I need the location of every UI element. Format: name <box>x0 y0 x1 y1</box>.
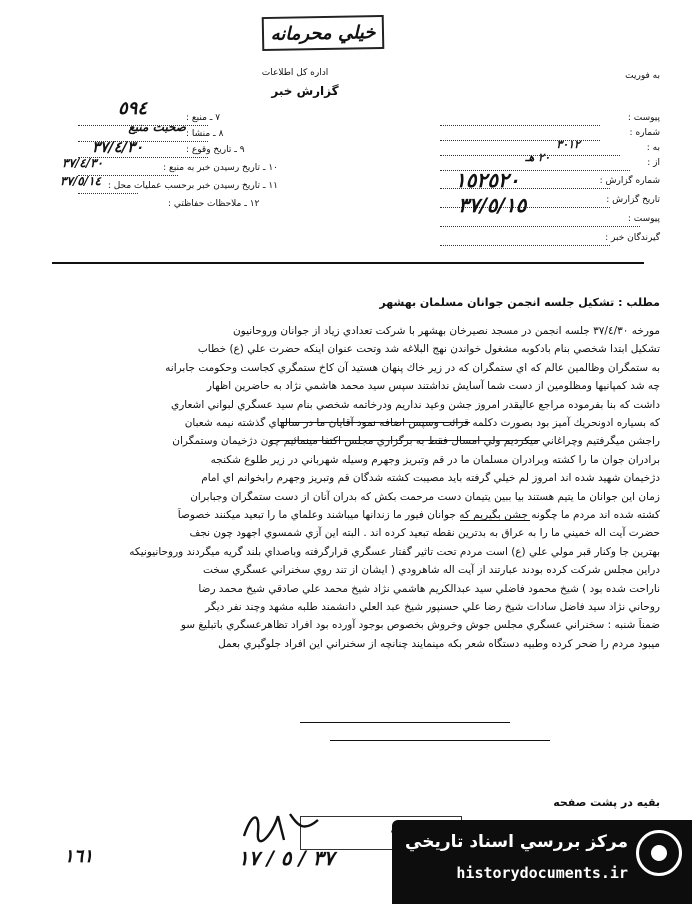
body-line: چه شد كمپانيها ومظلومين از دست شما آسايش نداشتند سپس سيد محمد هاشمي نژاد به حاضرين اظهار <box>206 380 660 393</box>
watermark-title: مركز بررسي اسناد تاريخي <box>405 832 628 852</box>
form-left-label: ١٢ ـ ملاحظات حفاظتي : <box>168 199 260 209</box>
form-right-label: شماره گزارش : <box>599 176 660 186</box>
body-line: راجشن ميگرفتيم وچراغاني ميكرديم ولي امسال فقط به برگزاري مجلس اكتفا مينمائيم چون دژخيمان وستمگران <box>172 435 660 448</box>
body-line: دژخيمان شهيد شده اند امروز لم خيلي گرفته بايد مصيبت كشته شدگان قم وتبريز وجهرم رابخوانم اي امام <box>201 472 660 485</box>
body-line: داشت كه بنا بفرموده مراجع عاليقدر امروز جشن وعيد نداريم ودرخاتمه شخصي بنام سيد عسگري لبواني اشعاري <box>170 398 660 411</box>
form-left-label: ١١ ـ تاريخ رسيدن خبر برحسب عمليات محل : <box>107 181 278 191</box>
form-right-label: شماره : <box>629 128 660 138</box>
body-line: بهترين جا وكنار قبر مولي علي (ع) است مردم تحت تاثير گفتار عسگري قرارگرفته وباصداي بلند گريه ميگردند وروحانيونيكه <box>129 545 660 558</box>
form-left-label: ٨ ـ منشا : <box>186 129 224 139</box>
form-right-label: پيوست : <box>627 214 660 224</box>
form-right-label: تاريخ گزارش : <box>606 195 660 205</box>
form-left-value: ٣٧/٤/٣٠ <box>92 138 144 156</box>
archive-emblem-icon <box>636 830 682 876</box>
form-right-value: ٢٠ هـ <box>525 151 550 164</box>
body-line: برادران جوان ما را كشته وبرادران مسلمان ما در قم وتبريز وجهرم وسيله شهرباني در زير طلوع شكنجه <box>210 453 660 466</box>
body-line: ضمناً شنبه : سخنراني عسگري مجلس جوش وخروش بخصوص بوجود آورده بود افراد تظاهرعسگري باتبليغ سو <box>180 619 660 632</box>
continued-note: بقيه در پشت صفحه <box>553 796 660 809</box>
form-right-value: ٣٧/٥/١٥ <box>458 193 527 217</box>
body-line: زمان اين جوانان ما يتيم هستند بيا ببين يتيمان دست مرحمت بكش كه بدران آنان از دست ستمگران وجبابران <box>190 490 660 503</box>
body-line: حضرت آيت اله خميني ما را به عراق به بدترين نقطه تبعيد كرده اند . البته اين آزي شمسوي اجهود چون نجف <box>189 527 660 540</box>
form-left-label: ٧ ـ منبع : <box>186 113 221 123</box>
agency-name: اداره كل اطلاعات <box>261 68 329 78</box>
body-line: به ستمگران وظالمين عالم كه اي ستمگران كه در زير خاك پنهان هستيد آن كاخ ستمگري كجاست وحكومت جابرانه <box>165 361 660 374</box>
report-title: گزارش خبر <box>271 84 339 98</box>
classification-stamp: خيلي محرمانه <box>262 15 385 51</box>
form-right-value: ٣٠١٢ <box>556 138 580 151</box>
form-left-value: صحبت منبع <box>128 120 186 134</box>
body-line: تشكيل ابتدا شخصي بنام بادكوبه مشغول خواندن نهج البلاغه شد وتحت عنوان اينكه حضرت علي (ع) خطاب <box>197 343 660 356</box>
form-left-value: ٣٧/٤/٣٠ <box>62 156 103 170</box>
form-right-label: پيوست : <box>627 113 660 123</box>
body-line: دراين مجلس شركت كرده بودند عبارتند از آيت اله شاهرودي ( ايشان از تند روي سخنراني عسگري سخت <box>202 564 660 577</box>
form-right-label: از : <box>647 158 660 168</box>
body-line: كشته شده اند مردم ما چگونه جشن بگيريم كه جوانان فيور ما زندانها ميباشند وعلماي ما را تبعيد ميكنند خصوصاً <box>177 509 660 521</box>
body-line: ميبود مردم را ضحر كرده وطبيه دستگاه شعر بكه مينمايند چنانچه از سخنراني اين افراد جلوگيري بعمل <box>218 637 660 650</box>
form-right-label: گيرندگان خبر : <box>605 233 660 243</box>
form-left-label: ١٠ ـ تاريخ رسيدن خبر به منبع : <box>163 163 278 173</box>
urgency-label: به فوريت <box>625 71 660 81</box>
body-line: مورخه ٣٧/٤/٣٠ جلسه انجمن در مسجد نصيرخان بهشهر با شركت تعدادي زياد از جوانان وروحانيون <box>232 325 660 337</box>
handwritten-signature <box>238 806 328 846</box>
form-left-value: ٥٩٤ <box>118 98 148 119</box>
header-divider <box>52 262 644 264</box>
body-line: روحاني نژاد سيد فاضل سادات شيخ رضا علي حسنپور شيخ عبد العلي دانشمند طلبه مشهد وچند نفر ديگر <box>205 601 660 613</box>
watermark-url: historydocuments.ir <box>456 864 628 882</box>
form-right-label: به : <box>646 143 660 153</box>
page-number: ١٦١ <box>64 846 94 867</box>
archive-watermark <box>392 820 692 904</box>
form-left-value: ٣٧/٥/١٤ <box>60 174 101 188</box>
form-right-value: ١٥٢٥٢٠ <box>455 168 520 192</box>
body-line: كه بسياره ادونحريك آميز بود بصورت دكلمه قرائت وسپس اضافه نمود آقايان ما در سالهاي گذشته نيمه شعبان <box>184 417 660 429</box>
handwritten-date: ٣٧ / ٥ / ١٧ <box>238 846 335 870</box>
form-left-label: ٩ ـ تاريخ وقوع : <box>186 145 245 155</box>
body-line: ناراحت شده بود ) شيخ محمود فاضلي سيد عبدالكريم هاشمي نژاد شيخ محمد علي صادقي شيخ محمد رضا <box>198 582 660 595</box>
subject-line: مطلب : تشكيل جلسه انجمن جوانان مسلمان بهشهر <box>379 296 660 309</box>
